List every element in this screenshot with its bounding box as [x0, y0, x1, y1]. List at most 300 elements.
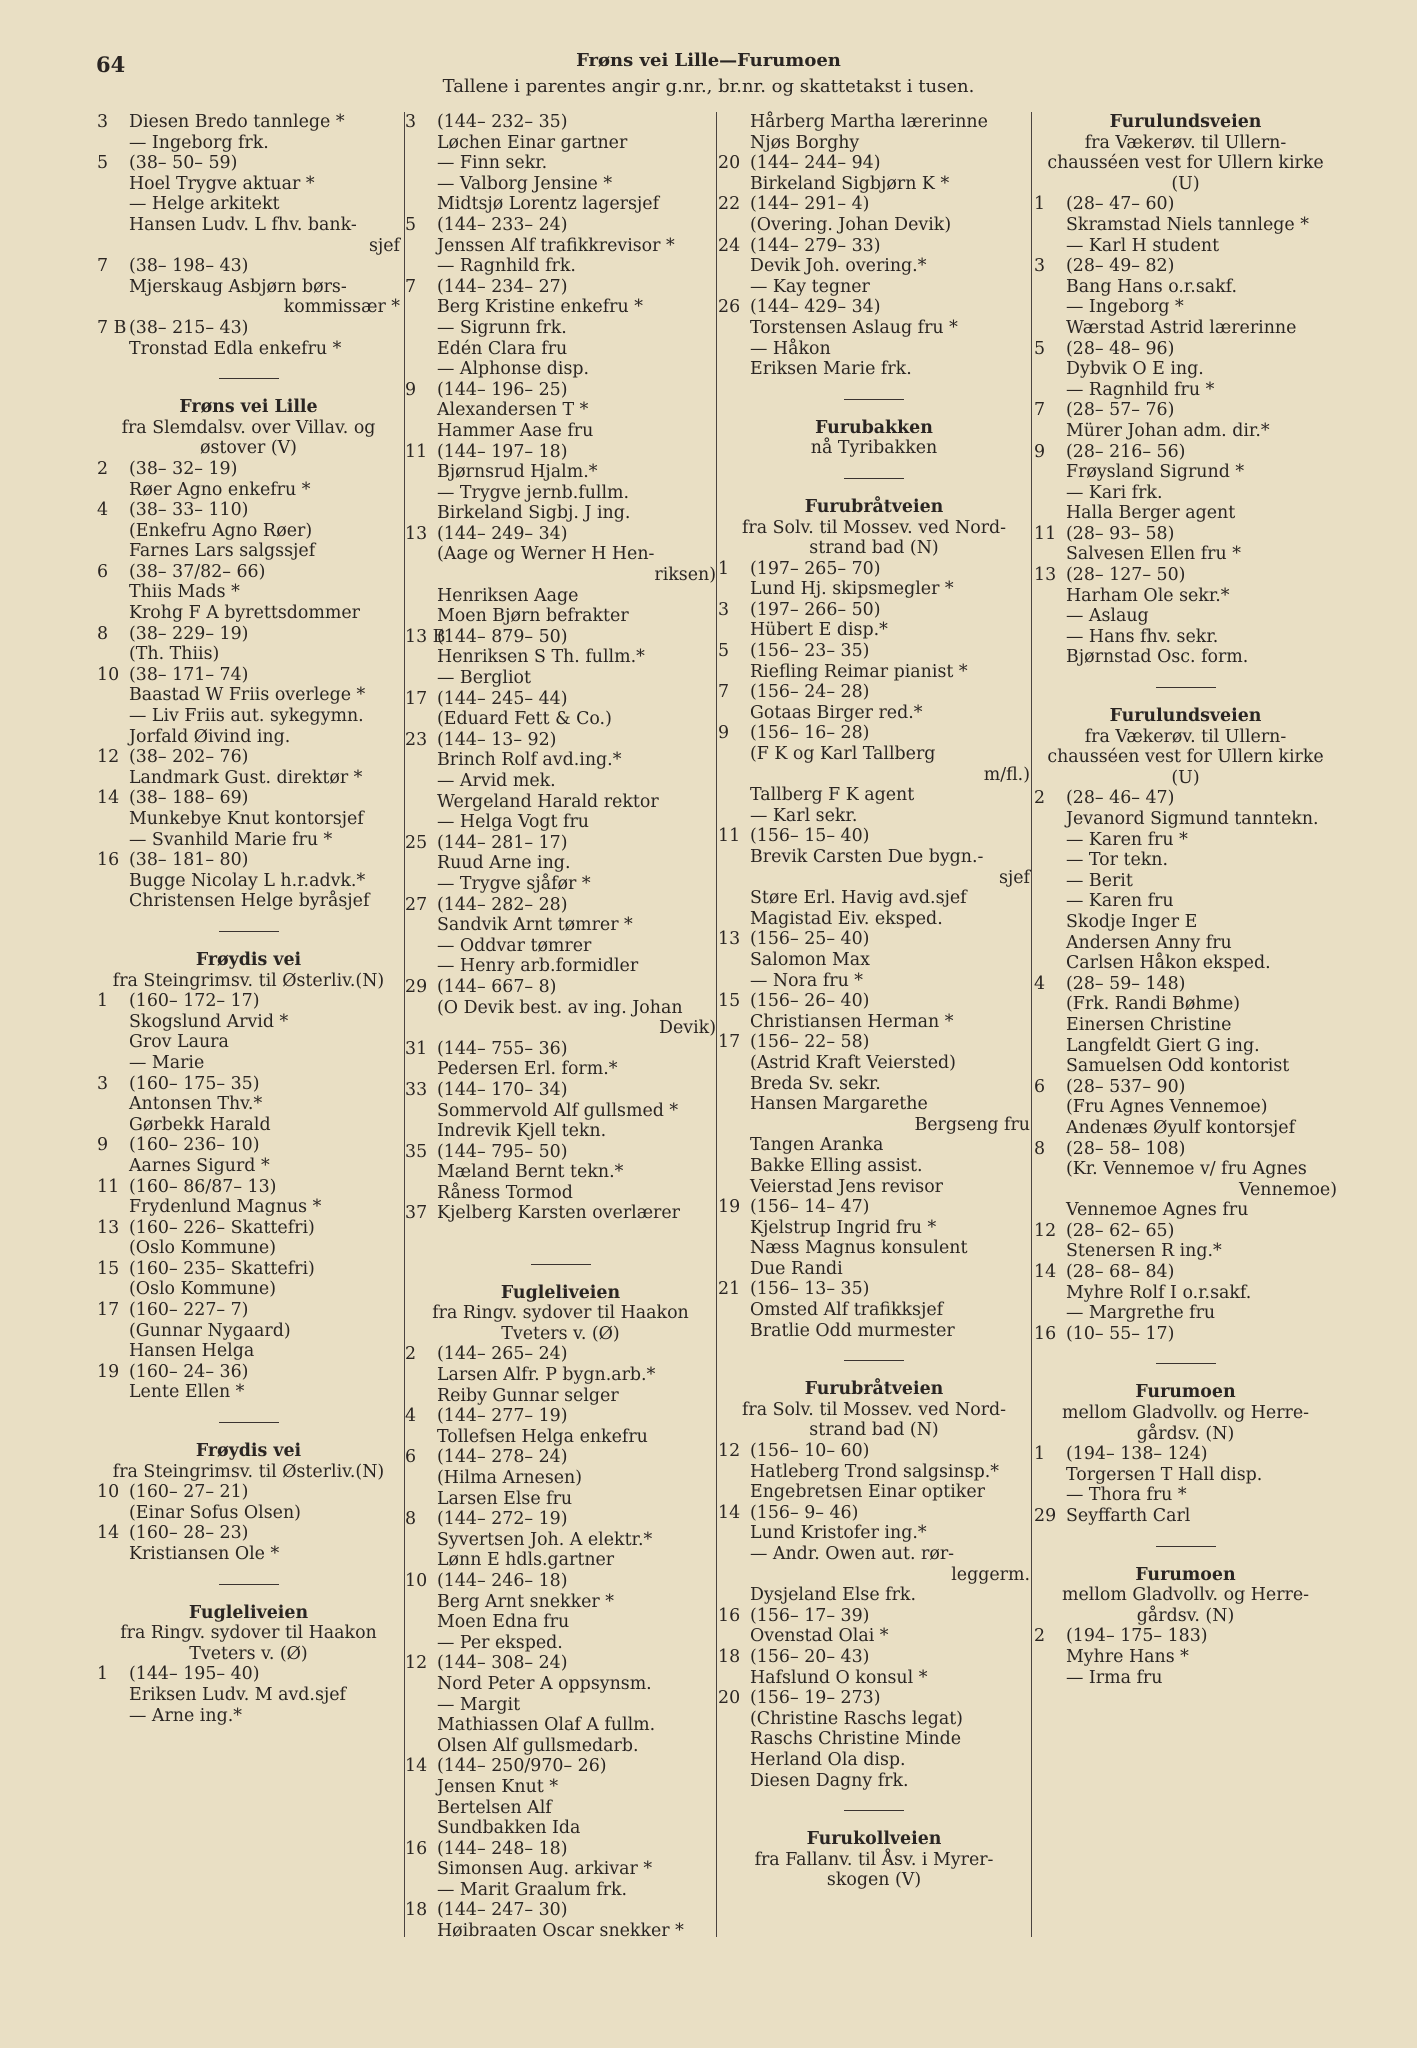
section-divider — [219, 378, 279, 379]
entry-text: (Astrid Kraft Veiersted) — [750, 1052, 956, 1073]
street-description: strand bad (N) — [809, 538, 939, 559]
house-entry — [1034, 1324, 1337, 1345]
resident-entry — [405, 750, 716, 771]
street-description: gårdsv. (N) — [1136, 1423, 1235, 1444]
house-entry — [97, 1177, 400, 1198]
entry-text: Gørbekk Harald — [129, 1114, 271, 1135]
entry-text: Baastad W Friis overlege * — [129, 685, 366, 706]
entry-text: — Nora fru * — [750, 970, 863, 991]
entry-text: (160– 236– 10) — [129, 1135, 260, 1156]
house-entry — [718, 641, 1030, 662]
entry-text: Omsted Alf trafikksjef — [750, 1300, 944, 1321]
directory-column-2 — [405, 112, 716, 1942]
house-entry — [1034, 1444, 1337, 1465]
house-number: 22 — [718, 194, 741, 215]
entry-text: Torstensen Aslaug fru * — [750, 317, 958, 338]
resident-entry — [1034, 830, 1337, 851]
resident-entry — [718, 1462, 1030, 1483]
entry-text: (38– 198– 43) — [129, 256, 249, 277]
resident-entry — [1034, 1056, 1337, 1077]
entry-text: (144– 196– 25) — [437, 379, 568, 400]
entry-text: (160– 175– 35) — [129, 1073, 260, 1094]
resident-entry — [1034, 1159, 1337, 1180]
house-entry — [97, 1482, 400, 1503]
house-number: 8 — [405, 1509, 417, 1530]
house-entry — [97, 112, 400, 133]
resident-entry — [718, 1771, 1030, 1792]
entry-text: (144– 755– 36) — [437, 1038, 568, 1059]
house-number: 3 — [97, 1073, 109, 1094]
house-number: 35 — [405, 1141, 428, 1162]
entry-continuation — [718, 765, 1030, 786]
entry-text: (Th. Thiis) — [129, 644, 220, 665]
house-entry — [1034, 565, 1337, 586]
resident-entry — [1034, 850, 1337, 871]
entry-text: Grov Laura — [129, 1032, 229, 1053]
house-entry — [405, 833, 716, 854]
resident-entry — [405, 812, 716, 833]
resident-entry — [1034, 1647, 1337, 1668]
entry-text: Christensen Helge byråsjef — [129, 891, 370, 912]
entry-text: Langfeldt Giert G ing. — [1066, 1035, 1260, 1056]
entry-text: Lund Kristofer ing.* — [750, 1523, 927, 1544]
entry-text: — Håkon — [750, 338, 831, 359]
entry-text: Eriksen Ludv. M avd.sjef — [129, 1684, 346, 1705]
resident-entry — [97, 521, 400, 542]
entry-text: (38– 33– 110) — [129, 500, 249, 521]
house-number: 16 — [405, 1838, 428, 1859]
house-number: 5 — [97, 153, 109, 174]
entry-text: Hansen Ludv. L fhv. bank- — [129, 214, 357, 235]
entry-text: Sandvik Arnt tømrer * — [437, 915, 633, 936]
entry-text: Sundbakken Ida — [437, 1818, 581, 1839]
entry-text: (194– 138– 124) — [1066, 1444, 1208, 1465]
entry-text: (156– 23– 35) — [750, 641, 870, 662]
resident-entry — [405, 998, 716, 1019]
resident-entry — [718, 785, 1030, 806]
resident-entry — [97, 809, 400, 830]
house-number: 17 — [718, 1032, 741, 1053]
entry-text: Skogslund Arvid * — [129, 1011, 289, 1032]
resident-entry — [718, 318, 1030, 339]
house-entry — [718, 194, 1030, 215]
resident-entry — [718, 277, 1030, 298]
resident-entry — [405, 503, 716, 524]
entry-text: Bratlie Odd murmester — [750, 1320, 955, 1341]
entry-text: Antonsen Thv.* — [129, 1094, 263, 1115]
street-description: fra Slemdalsv. over Villav. og — [121, 417, 376, 438]
resident-entry — [718, 971, 1030, 992]
resident-entry — [405, 256, 716, 277]
entry-text: (38– 171– 74) — [129, 664, 249, 685]
resident-entry — [1034, 912, 1337, 933]
entry-text: Henriksen Aage — [437, 585, 579, 606]
entry-text: — Andr. Owen aut. rør- — [750, 1544, 955, 1564]
street-heading: Furumoen — [1135, 1564, 1236, 1585]
resident-entry — [1034, 277, 1337, 298]
resident-entry — [1034, 891, 1337, 912]
house-number: 17 — [405, 688, 428, 709]
entry-text: Eriksen Marie frk. — [750, 359, 912, 380]
entry-text: Skramstad Niels tannlege * — [1066, 214, 1309, 235]
entry-text: Myhre Rolf I o.r.sakf. — [1066, 1282, 1252, 1303]
resident-entry — [1034, 462, 1337, 483]
house-entry — [1034, 1221, 1337, 1242]
entry-text: Tangen Aranka — [750, 1135, 884, 1156]
resident-entry — [1034, 1485, 1337, 1506]
house-entry — [97, 1362, 400, 1383]
entry-text: — Finn sekr. — [437, 153, 548, 174]
entry-text: (144– 249– 34) — [437, 523, 568, 544]
entry-text: Hårberg Martha lærerinne — [750, 112, 988, 132]
resident-entry — [405, 1386, 716, 1407]
entry-text: (38– 229– 19) — [129, 623, 249, 644]
house-entry — [718, 297, 1030, 318]
resident-entry — [1034, 627, 1337, 648]
house-number: 7 — [1034, 400, 1046, 421]
entry-text: — Thora fru * — [1066, 1485, 1187, 1506]
house-entry — [718, 1441, 1030, 1462]
house-entry — [405, 1080, 716, 1101]
house-entry — [97, 788, 400, 809]
entry-text: sjef — [368, 235, 400, 256]
resident-entry — [1034, 544, 1337, 565]
entry-text: (Aage og Werner H Hen- — [437, 544, 655, 565]
resident-entry — [1034, 359, 1337, 380]
house-entry — [405, 442, 716, 463]
resident-entry — [97, 1012, 400, 1033]
house-number: 14 — [718, 1502, 741, 1523]
entry-text: Salvesen Ellen fru * — [1066, 544, 1241, 565]
entry-text: Tollefsen Helga enkefru — [437, 1426, 648, 1447]
resident-entry — [718, 359, 1030, 380]
resident-entry — [405, 1427, 716, 1448]
house-number: 1 — [1034, 194, 1046, 215]
resident-entry — [1034, 215, 1337, 236]
house-entry — [1034, 339, 1337, 360]
resident-entry — [1034, 647, 1337, 668]
resident-entry — [718, 1709, 1030, 1730]
entry-text: Devik) — [659, 1018, 716, 1039]
entry-continuation — [1034, 1180, 1337, 1201]
house-entry — [405, 1653, 716, 1674]
entry-text: Bertelsen Alf — [437, 1797, 552, 1818]
resident-entry — [97, 1382, 400, 1403]
resident-entry — [718, 256, 1030, 277]
resident-entry — [405, 956, 716, 977]
house-number: 29 — [1034, 1506, 1057, 1526]
entry-text: Diesen Dagny frk. — [750, 1770, 909, 1791]
resident-entry — [97, 1544, 400, 1565]
entry-text: (38– 32– 19) — [129, 458, 238, 479]
street-description: fra Solv. til Mossev. ved Nord- — [741, 517, 1007, 538]
entry-text: (Fru Agnes Vennemoe) — [1066, 1097, 1268, 1118]
house-number: 4 — [1034, 973, 1046, 994]
resident-entry — [1034, 297, 1337, 318]
resident-entry — [405, 1798, 716, 1819]
house-number: 33 — [405, 1079, 428, 1100]
resident-entry — [1034, 1036, 1337, 1057]
resident-entry — [405, 462, 716, 483]
entry-text: Krohg F A byrettsdommer — [129, 603, 360, 624]
directory-column-4 — [1034, 112, 1337, 1688]
entry-text: Myhre Hans * — [1066, 1646, 1189, 1667]
entry-text: Samuelsen Odd kontorist — [1066, 1056, 1290, 1077]
house-entry — [1034, 524, 1337, 545]
house-number: 2 — [405, 1344, 417, 1365]
entry-text: (197– 265– 70) — [750, 558, 881, 579]
house-entry — [718, 1647, 1030, 1668]
entry-text: (Gunnar Nygaard) — [129, 1320, 291, 1341]
resident-entry — [1034, 1303, 1337, 1324]
resident-entry — [1034, 953, 1337, 974]
entry-text: (144– 282– 28) — [437, 894, 568, 915]
resident-entry — [718, 1321, 1030, 1342]
entry-text: (156– 9– 46) — [750, 1502, 859, 1523]
entry-text: Støre Erl. Havig avd.sjef — [750, 888, 967, 909]
house-entry — [1034, 1077, 1337, 1098]
house-number: 8 — [97, 623, 109, 644]
entry-text: (144– 667– 8) — [437, 976, 557, 997]
directory-column-3 — [718, 112, 1030, 1891]
entry-text: Herland Ola disp. — [750, 1749, 906, 1770]
entry-text: — Henry arb.formidler — [437, 956, 639, 977]
house-entry — [718, 991, 1030, 1012]
entry-text: (144– 248– 18) — [437, 1838, 568, 1859]
house-number: 4 — [405, 1406, 417, 1427]
street-heading: Frøns vei Lille — [179, 397, 318, 418]
entry-text: (28– 57– 76) — [1066, 400, 1175, 421]
entry-text: (160– 28– 23) — [129, 1523, 249, 1544]
house-entry — [405, 977, 716, 998]
resident-entry — [405, 359, 716, 380]
house-number: 14 — [405, 1756, 428, 1777]
resident-entry — [405, 771, 716, 792]
resident-entry — [1034, 1241, 1337, 1262]
resident-entry — [405, 915, 716, 936]
entry-text: (156– 24– 28) — [750, 682, 870, 703]
house-number: 9 — [405, 379, 417, 400]
house-number: 11 — [718, 826, 741, 847]
house-entry — [718, 1503, 1030, 1524]
house-entry — [718, 723, 1030, 744]
house-number: 23 — [405, 729, 428, 750]
entry-text: Løchen Einar gartner — [437, 132, 628, 153]
entry-text: (144– 246– 18) — [437, 1570, 568, 1591]
house-entry — [1034, 974, 1337, 995]
entry-text: (194– 175– 183) — [1066, 1626, 1208, 1647]
resident-entry — [718, 1585, 1030, 1606]
house-number: 2 — [1034, 788, 1046, 809]
resident-entry — [1034, 994, 1337, 1015]
resident-entry — [718, 620, 1030, 641]
resident-entry — [405, 874, 716, 895]
entry-text: Tallberg F K agent — [750, 785, 915, 806]
entry-text: (160– 27– 21) — [129, 1482, 249, 1503]
entry-text: — Ragnhild fru * — [1066, 379, 1215, 400]
house-number: 3 — [97, 112, 109, 132]
resident-entry — [1034, 1097, 1337, 1118]
house-entry — [405, 1142, 716, 1163]
entry-text: Nord Peter A oppsynsm. — [437, 1673, 652, 1694]
entry-text: Vennemoe Agnes fru — [1066, 1200, 1249, 1221]
entry-text: Halla Berger agent — [1066, 503, 1236, 524]
entry-continuation — [97, 236, 400, 257]
entry-text: (144– 195– 40) — [129, 1664, 260, 1685]
house-number: 6 — [405, 1447, 417, 1468]
entry-text: — Kay tegner — [750, 276, 870, 297]
entry-text: Kjelstrup Ingrid fru * — [750, 1217, 937, 1238]
resident-entry — [97, 706, 400, 727]
house-entry — [97, 1135, 400, 1156]
entry-text: (144– 277– 19) — [437, 1406, 568, 1427]
resident-entry — [405, 1183, 716, 1204]
street-description: fra Steingrimsv. til Østerliv.(N) — [112, 970, 385, 991]
house-entry — [718, 1279, 1030, 1300]
entry-text: — Berit — [1066, 870, 1133, 891]
page-subtitle: Tallene i parentes angir g.nr., br.nr. og skattetakst i tusen. — [442, 76, 975, 97]
house-entry — [405, 1203, 716, 1224]
resident-entry — [718, 1053, 1030, 1074]
entry-text: m/fl.) — [983, 764, 1030, 785]
house-entry — [97, 562, 400, 583]
resident-entry — [718, 1750, 1030, 1771]
resident-entry — [718, 1177, 1030, 1198]
resident-entry — [97, 480, 400, 501]
street-heading: Furubråtveien — [804, 1379, 944, 1400]
street-heading: Furulundsveien — [1109, 706, 1262, 727]
entry-text: — Tor tekn. — [1066, 850, 1169, 871]
entry-text: (Kr. Vennemoe v/ fru Agnes — [1066, 1159, 1307, 1180]
entry-text: Engebretsen Einar optiker — [750, 1482, 985, 1503]
house-number: 37 — [405, 1203, 428, 1224]
house-number: 4 — [97, 500, 109, 521]
house-number: 21 — [718, 1279, 741, 1300]
entry-text: Lønn E hdls.gartner — [437, 1550, 615, 1571]
entry-text: Moen Edna fru — [437, 1612, 570, 1633]
street-description: (U) — [1171, 767, 1200, 788]
house-number: 17 — [97, 1300, 120, 1321]
resident-entry — [718, 1156, 1030, 1177]
resident-entry — [1034, 586, 1337, 607]
entry-text: Mæland Bernt tekn.* — [437, 1162, 624, 1183]
entry-text: (144– 244– 94) — [750, 153, 881, 174]
resident-entry — [718, 1482, 1030, 1503]
entry-text: (144– 279– 33) — [750, 235, 881, 256]
entry-text: (144– 281– 17) — [437, 832, 568, 853]
resident-entry — [405, 1695, 716, 1716]
house-number: 13 — [1034, 565, 1057, 586]
house-number: 1 — [97, 991, 109, 1012]
entry-text: (28– 537– 90) — [1066, 1076, 1186, 1097]
entry-text: Einersen Christine — [1066, 1014, 1232, 1035]
street-description: fra Ringv. sydover til Haakon — [120, 1623, 377, 1644]
house-entry — [718, 826, 1030, 847]
entry-text: Vennemoe) — [1239, 1179, 1337, 1200]
entry-text: Mathiassen Olaf A fullm. — [437, 1715, 656, 1736]
resident-entry — [97, 582, 400, 603]
entry-text: (156– 17– 39) — [750, 1605, 870, 1626]
resident-entry — [718, 703, 1030, 724]
entry-text: Gotaas Birger red.* — [750, 702, 923, 723]
resident-entry — [97, 277, 400, 298]
entry-text: Hafslund O konsul * — [750, 1667, 928, 1688]
entry-text: Birkeland Sigbj. J ing. — [437, 503, 631, 524]
resident-entry — [405, 1921, 716, 1942]
entry-text: Skodje Inger E — [1066, 911, 1198, 932]
resident-entry — [97, 541, 400, 562]
house-entry — [405, 1039, 716, 1060]
entry-text: — Helga Vogt fru — [437, 812, 589, 833]
house-entry — [1034, 442, 1337, 463]
house-entry — [1034, 1506, 1337, 1527]
entry-text: (38– 215– 43) — [129, 317, 249, 338]
entry-text: (197– 266– 50) — [750, 599, 881, 620]
house-entry — [405, 895, 716, 916]
resident-entry — [405, 1550, 716, 1571]
section-divider — [1156, 1363, 1216, 1364]
resident-entry — [405, 586, 716, 607]
entry-text: Høibraaten Oscar snekker * — [437, 1921, 684, 1942]
entry-text: (10– 55– 17) — [1066, 1323, 1175, 1344]
entry-text: Kristiansen Ole * — [129, 1544, 280, 1564]
street-description: fra Solv. til Mossev. ved Nord- — [741, 1399, 1007, 1420]
entry-text: — Karen fru — [1066, 891, 1174, 912]
entry-text: Bergseng fru — [914, 1114, 1030, 1135]
resident-entry — [718, 1523, 1030, 1544]
entry-text: Magistad Eiv. eksped. — [750, 908, 943, 929]
resident-entry — [405, 483, 716, 504]
section-divider — [219, 931, 279, 932]
house-entry — [405, 380, 716, 401]
entry-text: Jensen Knut * — [437, 1776, 559, 1797]
entry-text: (160– 172– 17) — [129, 991, 260, 1012]
entry-text: (144– 879– 50) — [437, 626, 568, 647]
resident-entry — [97, 768, 400, 789]
entry-text: Bakke Elling assist. — [750, 1155, 923, 1176]
entry-text: riksen) — [654, 565, 716, 586]
street-description: fra Vækerøv. til Ullern- — [1084, 132, 1287, 153]
entry-text: Midtsjø Lorentz lagersjef — [437, 194, 660, 215]
entry-text: — Karl sekr. — [750, 805, 858, 826]
entry-text: — Trygve jernb.fullm. — [437, 482, 630, 503]
spacer — [405, 1224, 716, 1245]
house-entry — [1034, 400, 1337, 421]
resident-entry — [405, 1736, 716, 1757]
entry-text: (160– 24– 36) — [129, 1361, 249, 1382]
entry-text: (28– 58– 108) — [1066, 1138, 1186, 1159]
resident-entry — [405, 1674, 716, 1695]
section-divider — [1156, 1546, 1216, 1547]
page-number: 64 — [96, 52, 126, 77]
resident-entry — [405, 1859, 716, 1880]
section-divider — [844, 1360, 904, 1361]
entry-text: — Liv Friis aut. sykegymn. — [129, 706, 364, 727]
entry-text: Brevik Carsten Due bygn.- — [750, 847, 984, 867]
house-entry — [405, 1447, 716, 1468]
house-entry — [405, 1839, 716, 1860]
entry-text: (28– 48– 96) — [1066, 338, 1175, 359]
entry-text: (Eduard Fett & Co.) — [437, 709, 612, 730]
house-entry — [718, 153, 1030, 174]
house-entry — [718, 929, 1030, 950]
entry-text: Larsen Alfr. P bygn.arb.* — [437, 1365, 656, 1386]
entry-text: (38– 37/82– 66) — [129, 561, 266, 582]
entry-text: — Aslaug — [1066, 606, 1149, 627]
street-description: fra Vækerøv. til Ullern- — [1084, 726, 1287, 747]
entry-text: (144– 233– 24) — [437, 214, 568, 235]
resident-entry — [1034, 1283, 1337, 1304]
